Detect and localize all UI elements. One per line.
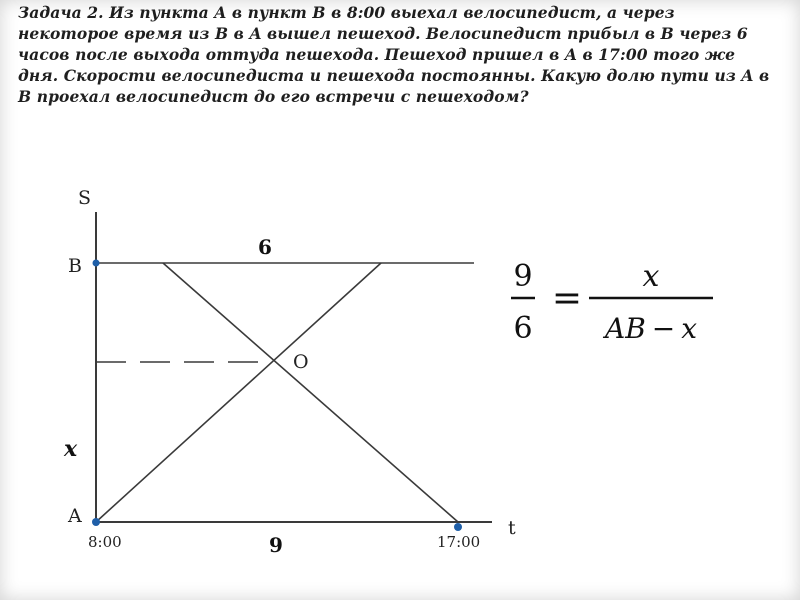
formula-right-numerator: x xyxy=(642,259,660,294)
problem-statement: Задача 2. Из пункта A в пункт B в 8:00 выехал велосипедист, а через некоторое время из B в A вышел пешеход. Велосипедист прибыл в B через 6 часов после выхода оттуда пешехода. Пешеход пришел в A в 17:00 того же дня. Скорости велосипедиста и пешехода постоянны. Какую долю пути из A в B проехал велосипедист до его встречи с пешеходом? xyxy=(18,3,770,106)
cyclist-line xyxy=(96,263,381,522)
point-b-dot xyxy=(93,260,100,267)
point-a-dot xyxy=(92,518,100,526)
distance-x-label: x xyxy=(64,436,78,462)
start-time-label: 8:00 xyxy=(88,533,122,551)
segment-6-label: 6 xyxy=(258,235,272,259)
end-time-dot xyxy=(454,523,462,531)
pedestrian-line xyxy=(163,263,458,522)
formula-right-denominator xyxy=(602,312,697,345)
axis-t-label: t xyxy=(508,517,516,539)
formula-left-denominator: 6 xyxy=(513,311,533,346)
formula-den-x: x xyxy=(681,312,698,345)
formula-minus: − xyxy=(651,312,676,345)
point-b-label: B xyxy=(68,255,82,277)
proportion-formula xyxy=(505,252,715,348)
formula-equals: = xyxy=(551,278,583,319)
point-a-label: A xyxy=(68,505,82,527)
segment-9-label: 9 xyxy=(269,533,283,557)
point-o-label: O xyxy=(293,351,309,373)
formula-left-numerator: 9 xyxy=(513,259,533,294)
formula-ab: AB xyxy=(604,312,646,345)
axis-s-label: S xyxy=(78,187,92,209)
end-time-label: 17:00 xyxy=(437,533,481,551)
